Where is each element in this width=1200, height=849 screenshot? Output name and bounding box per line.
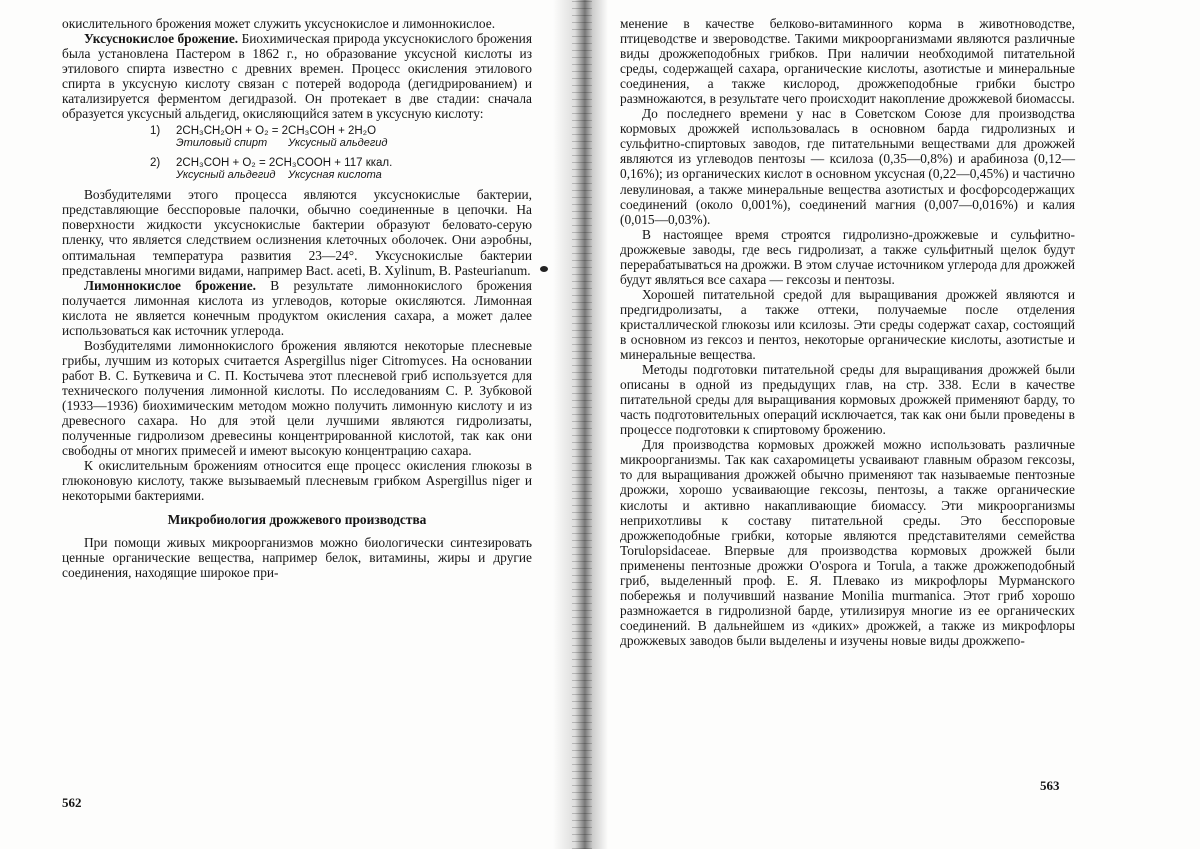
ink-blot <box>540 266 548 272</box>
page-number-right: 563 <box>1040 778 1060 793</box>
paragraph: Для производства кормовых дрожжей можно использовать различные микроорганизмы. Так как сахаромицеты усваивают главным образом гексозы, то для выращивания дрожжей обычно применяют так называемые пентозные дрожжи, хорошо усваивающие гексозы, пентозы, а также органические кислоты и активно накапливающие биомассу. Эти микроорганизмы неприхотливы к составу питательной среды. Это бесспоровые дрожжеподобные грибки, которые являются представителями семейства Torulopsidaceae. Впервые для производства кормовых дрожжей были применены пентозные дрожжи O'ospora и Torula, а также дрожжеподобный гриб, выделенный проф. Е. Я. Плевако из микрофлоры Мурманского побережья и получивший название Monilia murmanica. Этот гриб хорошо размножается в гидролизной барде, утилизируя многие из ее органических соединений. В дальнейшем из «диких» дрожжей, а также из микрофлоры дрожжевых заводов были выделены и изучены новые виды дрожжепо- <box>620 437 1075 648</box>
runin-heading-acetic: Уксуснокислое брожение. <box>84 31 239 47</box>
paragraph: При помощи живых микроорганизмов можно биологически синтезировать ценные органические вещества, например белок, витамины, жиры и другие соединения, находящие широкое при- <box>62 535 532 581</box>
equation-1 <box>150 125 532 137</box>
label-acetic-acid: Уксусная кислота <box>288 169 382 182</box>
paragraph: До последнего времени у нас в Советском Союзе для производства кормовых дрожжей использовалась в основном барда гидролизных и сульфитно-спиртовых заводов, где питательными веществами для дрожжей являются из углеводов пентозы — ксилоза (0,35—0,8%) и арабиноза (0,12—0,16%); из органических кислот в основном уксусная (0,22—0,45%) и частично левулиновая, а также минеральные вещества азотистых и фосфорсодержащих соединений (около 0,001%), соединений магния (0,007—0,016%) и калия (0,015—0,03%). <box>620 106 1075 227</box>
paragraph: окислительного брожения может служить уксуснокислое и лимоннокислое. <box>62 16 496 31</box>
left-page <box>62 16 532 581</box>
label-acetaldehyde: Уксусный альдегид <box>176 169 276 182</box>
gutter-texture <box>572 0 592 849</box>
label-acetaldehyde: Уксусный альдегид <box>288 137 388 150</box>
section-heading: Микробиология дрожжевого производства <box>167 512 427 528</box>
paragraph-citric-fermentation <box>62 278 532 338</box>
paragraph: менение в качестве белково-витаминного корма в животноводстве, птицеводстве и звероводстве. Такими микроорганизмами являются различные виды дрожжеподобных грибков. При наличии необходимой питательной среды, содержащей сахара, органические кислоты, азотистые и минеральные соединения, а также кислород, дрожжеподобные грибки быстро размножаются, в результате чего происходит накопление дрожжевой биомассы. <box>620 16 1075 107</box>
page-number-left: 562 <box>62 795 82 810</box>
equation-number: 2) <box>150 157 161 170</box>
paragraph: К окислительным брожениям относится еще процесс окисления глюкозы в глюконовую кислоту, также вызываемый плесневым грибком Aspergillus niger и некоторыми бактериями. <box>62 458 532 504</box>
paragraph: Методы подготовки питательной среды для выращивания дрожжей были описаны в одной из предыдущих глав, на стр. 338. Если в качестве питательной среды для выращивания кормовых дрожжей применяют барду, то часть подготовительных операций исключается, так как они были проведены в процессе подготовки к спиртовому брожению. <box>620 362 1075 438</box>
label-ethanol: Этиловый спирт <box>176 137 268 150</box>
paragraph: Хорошей питательной средой для выращивания дрожжей являются и предгидролизаты, а также оттеки, получаемые после отделения кристаллической глюкозы или ксилозы. Эти среды содержат сахар, состоящий в основном из гексоз и пентоз, некоторые органические кислоты, азотистые и минеральные вещества. <box>620 286 1075 363</box>
paragraph: В настоящее время строятся гидролизно-дрожжевые и сульфитно-дрожжевые заводы, где весь гидролизат, а также сульфитный щелок будут перерабатываться на дрожжи. В этом случае источником углерода для дрожжей будут являться все сахара — гексозы и пентозы. <box>620 226 1075 287</box>
chemical-equations <box>150 125 532 181</box>
equation-text: 2CH₃CH₂OH + O₂ = 2CH₃COH + 2H₂O <box>176 125 377 138</box>
equation-number: 1) <box>150 125 161 138</box>
right-page <box>620 16 1075 648</box>
paragraph-text: В результате лимоннокислого брожения получается лимонная кислота из углеводов, которые окисляются. Лимонная кислота не является конечным продуктом окисления сахара, а может далее использоваться как источник углерода. <box>62 277 532 338</box>
paragraph: Возбудителями лимоннокислого брожения являются некоторые плесневые грибы, лучшим из которых считается Aspergillus niger Citromyces. На основании работ В. С. Буткевича и С. П. Костычева этот плесневой гриб используется для технического получения лимонной кислоты. По исследованиям С. Р. Зубковой (1933—1936) биохимическим методом можно получить лимонную кислоту и из древесного сахара. Но для этой цели лучшими являются гидролизаты, полученные гидролизом древесины концентрированной кислотой, так как они свободны от многих примесей и имеют высокую концентрацию сахара. <box>62 337 532 459</box>
equation-1-labels <box>150 137 532 149</box>
paragraph-text: Биохимическая природа уксуснокислого брожения была установлена Пастером в 1862 г., но образование уксусной кислоты из этилового спирта известно с древних времен. Процесс окисления этилового спирта в уксусную кислоту связан с потерей водорода (дегидрированием) и катализируется ферментом дегидразой. Он протекает в две стадии: сначала образуется уксусный альдегид, окисляющийся затем в уксусную кислоту: <box>62 31 532 122</box>
equation-2 <box>150 157 532 169</box>
equation-text: 2CH₃COH + O₂ = 2CH₃COOH + 117 ккал. <box>176 157 393 170</box>
runin-heading-citric: Лимоннокислое брожение. <box>84 277 256 293</box>
paragraph: Возбудителями этого процесса являются уксуснокислые бактерии, представляющие бесспоровые палочки, обычно соединенные в цепочки. На поверхности жидкости уксуснокислые бактерии образуют беловато-серую пленку, что является следствием ослизнения клеточных оболочек. Они аэробны, оптимальная температура развития 23—24°. Уксуснокислые бактерии представлены многими видами, например Bact. aceti, B. Xylinum, B. Pasteurianum. <box>62 187 532 278</box>
paragraph-acetic-fermentation <box>62 31 532 121</box>
equation-2-labels <box>150 169 532 181</box>
